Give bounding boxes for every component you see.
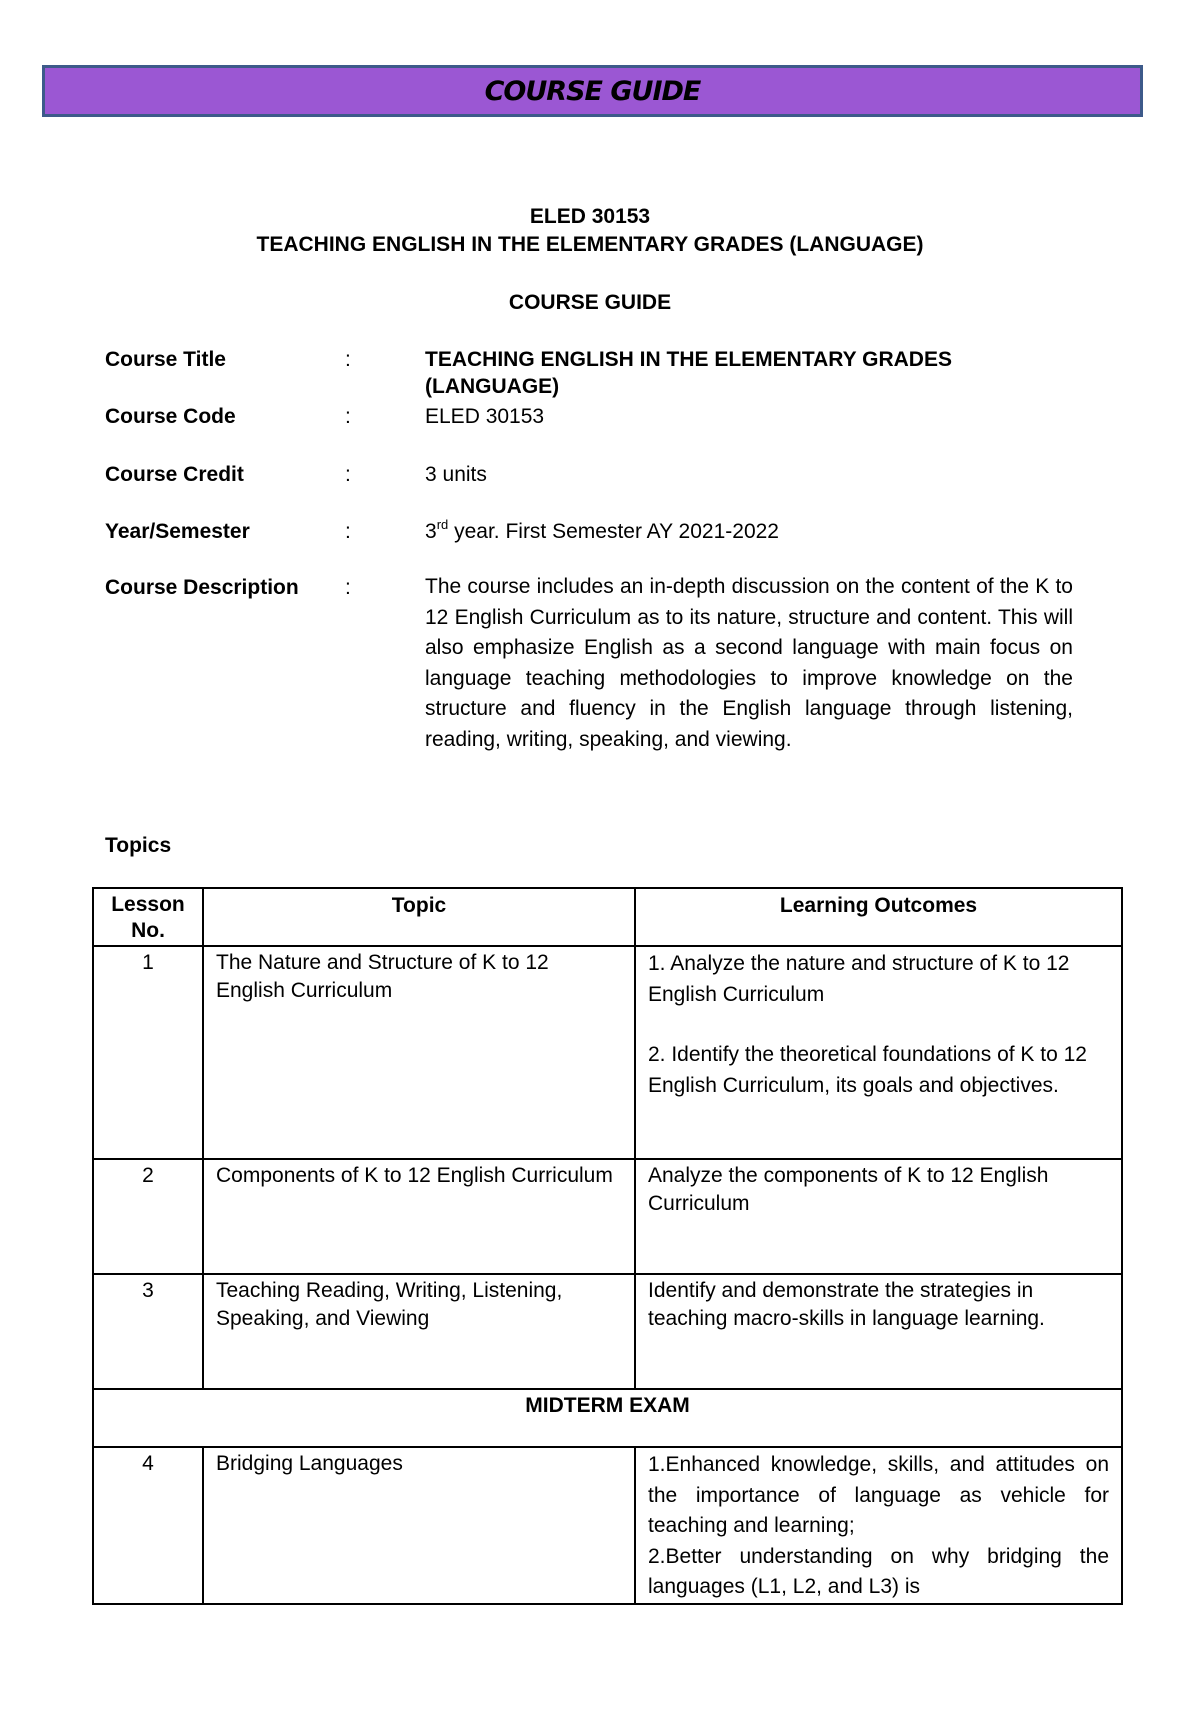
course-code-heading: ELED 30153: [529, 205, 651, 228]
lesson-topic: Bridging Languages: [203, 1447, 635, 1604]
colon: :: [345, 576, 351, 599]
banner-title: COURSE GUIDE: [484, 75, 701, 107]
outcome-item: 2.Better understanding on why bridging the languages (L1, L2, and L3) is: [648, 1544, 1109, 1598]
colon: :: [345, 348, 351, 371]
year-semester-label: Year/Semester: [105, 520, 250, 543]
lesson-outcomes: Analyze the components of K to 12 English Curriculum: [635, 1159, 1122, 1274]
course-guide-banner: [42, 65, 1143, 117]
course-title-label: Course Title: [105, 348, 226, 371]
course-description-label: Course Description: [105, 576, 299, 599]
lesson-number: 2: [93, 1159, 203, 1274]
table-row: [93, 1447, 1122, 1604]
course-title-heading: TEACHING ENGLISH IN THE ELEMENTARY GRADES (LANGUAGE): [256, 233, 924, 256]
course-credit-value: 3 units: [425, 463, 487, 486]
column-header-learning-outcomes: Learning Outcomes: [635, 888, 1122, 946]
lesson-outcomes: [635, 1447, 1122, 1604]
course-title-value: TEACHING ENGLISH IN THE ELEMENTARY GRADES (LANGUAGE): [425, 348, 952, 398]
topics-table: [92, 887, 1123, 1605]
lesson-number: 1: [93, 946, 203, 1159]
outcome-item: 1. Analyze the nature and structure of K to 12 English Curriculum: [648, 952, 1070, 1006]
outcome-item: 2. Identify the theoretical foundations of K to 12 English Curriculum, its goals and objectives.: [648, 1043, 1087, 1097]
colon: :: [345, 463, 351, 486]
lesson-outcomes: [635, 946, 1122, 1159]
topics-heading: Topics: [105, 834, 172, 857]
colon: :: [345, 520, 351, 543]
lesson-topic: Components of K to 12 English Curriculum: [203, 1159, 635, 1274]
course-description-value: The course includes an in-depth discussion on the content of the K to 12 English Curriculum as to its nature, structure and content. This will also emphasize English as a second language with main focus on language teaching methodologies to improve knowledge on the structure and fluency in the English language through listening, reading, writing, speaking, and viewing.: [425, 575, 1073, 751]
outcome-item: 1.Enhanced knowledge, skills, and attitudes on the importance of language as vehicle for teaching and learning;: [648, 1453, 1109, 1537]
colon: :: [345, 405, 351, 428]
lesson-topic: The Nature and Structure of K to 12 English Curriculum: [203, 946, 635, 1159]
course-credit-label: Course Credit: [105, 463, 244, 486]
outcome-spacer: [648, 1010, 1109, 1040]
midterm-exam-label: MIDTERM EXAM: [93, 1389, 1122, 1447]
table-header-row: [93, 888, 1122, 946]
column-header-lesson-no: Lesson No.: [93, 888, 203, 946]
midterm-row: [93, 1389, 1122, 1447]
course-code-label: Course Code: [105, 405, 236, 428]
lesson-number: 3: [93, 1274, 203, 1389]
lesson-outcomes: Identify and demonstrate the strategies in teaching macro-skills in language learning.: [635, 1274, 1122, 1389]
table-row: [93, 1159, 1122, 1274]
course-guide-subtitle: COURSE GUIDE: [508, 291, 672, 314]
table-row: [93, 1274, 1122, 1389]
course-code-value: ELED 30153: [425, 405, 545, 428]
table-row: [93, 946, 1122, 1159]
lesson-topic: Teaching Reading, Writing, Listening, Speaking, and Viewing: [203, 1274, 635, 1389]
column-header-topic: Topic: [203, 888, 635, 946]
lesson-number: 4: [93, 1447, 203, 1604]
year-semester-value: 3rd year. First Semester AY 2021-2022: [425, 517, 779, 543]
